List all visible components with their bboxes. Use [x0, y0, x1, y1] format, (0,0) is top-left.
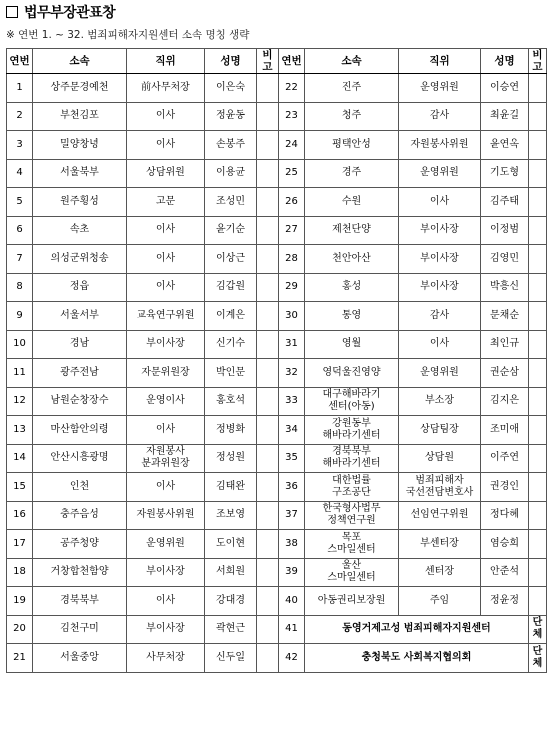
- cell-org: 천안아산: [305, 245, 399, 274]
- cell-seq: 21: [7, 644, 33, 673]
- cell-name: 홍호석: [205, 387, 257, 416]
- cell-name: 곽현근: [205, 615, 257, 644]
- cell-seq: 20: [7, 615, 33, 644]
- page-title: 법무부장관표창: [24, 5, 116, 21]
- cell-name: 이계은: [205, 302, 257, 331]
- cell-org: 부천김포: [33, 102, 127, 131]
- header-remark: 비고: [257, 49, 279, 74]
- cell-name: 조성민: [205, 188, 257, 217]
- cell-org: 안산시흥광명: [33, 444, 127, 473]
- cell-position: 이사: [127, 273, 205, 302]
- cell-seq: 33: [279, 387, 305, 416]
- cell-remark: [529, 216, 547, 245]
- cell-org: 통영: [305, 302, 399, 331]
- cell-org: 제천단양: [305, 216, 399, 245]
- table-row: [7, 102, 547, 131]
- cell-org: 인천: [33, 473, 127, 502]
- header-position: 직위: [399, 49, 481, 74]
- header-org: 소속: [33, 49, 127, 74]
- cell-org: 충주음성: [33, 501, 127, 530]
- cell-seq: 42: [279, 644, 305, 673]
- table-row: [7, 216, 547, 245]
- cell-seq: 32: [279, 359, 305, 388]
- cell-remark: [257, 273, 279, 302]
- cell-name: 박인문: [205, 359, 257, 388]
- cell-name: 이은숙: [205, 74, 257, 103]
- cell-org: 거창합천함양: [33, 558, 127, 587]
- cell-name: 이승연: [481, 74, 529, 103]
- cell-seq: 15: [7, 473, 33, 502]
- cell-seq: 22: [279, 74, 305, 103]
- cell-position: 교육연구위원: [127, 302, 205, 331]
- cell-position: 선임연구위원: [399, 501, 481, 530]
- cell-seq: 14: [7, 444, 33, 473]
- cell-remark: [529, 416, 547, 445]
- cell-org: 아동권리보장원: [305, 587, 399, 616]
- table-row: [7, 302, 547, 331]
- cell-position: 운영위원: [127, 530, 205, 559]
- cell-remark: [529, 501, 547, 530]
- cell-seq: 36: [279, 473, 305, 502]
- cell-position: 고문: [127, 188, 205, 217]
- cell-remark: [529, 159, 547, 188]
- cell-name: 이용균: [205, 159, 257, 188]
- cell-seq: 35: [279, 444, 305, 473]
- cell-seq: 12: [7, 387, 33, 416]
- cell-org: 경남: [33, 330, 127, 359]
- cell-org: 울산 스마일센터: [305, 558, 399, 587]
- cell-seq: 4: [7, 159, 33, 188]
- cell-org: 서울중앙: [33, 644, 127, 673]
- header-org: 소속: [305, 49, 399, 74]
- cell-org: 밀양창녕: [33, 131, 127, 160]
- cell-remark: [257, 188, 279, 217]
- cell-remark: [529, 444, 547, 473]
- checkbox-icon: [6, 6, 18, 18]
- cell-remark: [257, 530, 279, 559]
- cell-position: 이사: [399, 188, 481, 217]
- table-row: [7, 473, 547, 502]
- cell-remark: [257, 330, 279, 359]
- cell-name: 조미애: [481, 416, 529, 445]
- cell-remark: [257, 131, 279, 160]
- cell-position: 자원봉사 분과위원장: [127, 444, 205, 473]
- cell-name: 정성원: [205, 444, 257, 473]
- table-header-row: [7, 49, 547, 74]
- cell-position: 부이사장: [399, 245, 481, 274]
- cell-org: 상주문경예천: [33, 74, 127, 103]
- cell-org: 영월: [305, 330, 399, 359]
- header-name: 성명: [481, 49, 529, 74]
- cell-name: 김갑원: [205, 273, 257, 302]
- cell-seq: 16: [7, 501, 33, 530]
- cell-position: 감사: [399, 102, 481, 131]
- cell-position: 이사: [399, 330, 481, 359]
- cell-remark: [257, 558, 279, 587]
- cell-position: 주임: [399, 587, 481, 616]
- cell-org: 공주청양: [33, 530, 127, 559]
- table-row: [7, 131, 547, 160]
- table-row: [7, 188, 547, 217]
- cell-name: 신기수: [205, 330, 257, 359]
- cell-remark: [529, 188, 547, 217]
- cell-org: 서울북부: [33, 159, 127, 188]
- cell-org: 속초: [33, 216, 127, 245]
- cell-org: 마산함안의령: [33, 416, 127, 445]
- cell-seq: 17: [7, 530, 33, 559]
- cell-name: 김주태: [481, 188, 529, 217]
- cell-seq: 26: [279, 188, 305, 217]
- cell-seq: 5: [7, 188, 33, 217]
- cell-remark: [529, 587, 547, 616]
- cell-remark: [257, 501, 279, 530]
- cell-org: 원주횡성: [33, 188, 127, 217]
- cell-position: 센터장: [399, 558, 481, 587]
- cell-remark: [257, 587, 279, 616]
- cell-seq: 24: [279, 131, 305, 160]
- cell-seq: 37: [279, 501, 305, 530]
- cell-position: 감사: [399, 302, 481, 331]
- cell-name: 김지은: [481, 387, 529, 416]
- cell-position: 범죄피해자 국선전담변호사: [399, 473, 481, 502]
- cell-org: 경북북부: [33, 587, 127, 616]
- cell-remark: [529, 245, 547, 274]
- cell-org: 동영거제고성 범죄피해자지원센터: [305, 615, 529, 644]
- cell-seq: 11: [7, 359, 33, 388]
- cell-org: 한국형사법무 정책연구원: [305, 501, 399, 530]
- cell-org: 홍성: [305, 273, 399, 302]
- cell-position: 이사: [127, 131, 205, 160]
- cell-org: 광주전남: [33, 359, 127, 388]
- cell-name: 김태완: [205, 473, 257, 502]
- cell-name: 박흥신: [481, 273, 529, 302]
- cell-remark: [529, 330, 547, 359]
- cell-org: 진주: [305, 74, 399, 103]
- cell-seq: 19: [7, 587, 33, 616]
- cell-name: 권경인: [481, 473, 529, 502]
- cell-position: 부이사장: [399, 273, 481, 302]
- table-row: [7, 501, 547, 530]
- table-row: [7, 587, 547, 616]
- cell-org: 남원순창장수: [33, 387, 127, 416]
- cell-remark: [529, 473, 547, 502]
- award-table: [6, 48, 547, 673]
- table-row: [7, 530, 547, 559]
- cell-remark: [529, 530, 547, 559]
- cell-org: 강원동부 해바라기센터: [305, 416, 399, 445]
- cell-position: 부센터장: [399, 530, 481, 559]
- cell-name: 최인규: [481, 330, 529, 359]
- cell-name: 이정범: [481, 216, 529, 245]
- cell-org: 대구해바라기 센터(아동): [305, 387, 399, 416]
- cell-remark: [257, 216, 279, 245]
- table-row: [7, 330, 547, 359]
- cell-position: 부이사장: [127, 558, 205, 587]
- table-row: [7, 273, 547, 302]
- table-row: [7, 615, 547, 644]
- cell-org: 대한법률 구조공단: [305, 473, 399, 502]
- header-remark: 비고: [529, 49, 547, 74]
- cell-name: 정병화: [205, 416, 257, 445]
- cell-remark: [257, 245, 279, 274]
- cell-position: 부소장: [399, 387, 481, 416]
- cell-seq: 25: [279, 159, 305, 188]
- cell-name: 최윤길: [481, 102, 529, 131]
- header-seq: 연번: [7, 49, 33, 74]
- table-row: [7, 74, 547, 103]
- cell-name: 문채순: [481, 302, 529, 331]
- cell-seq: 18: [7, 558, 33, 587]
- cell-org: 의성군위청송: [33, 245, 127, 274]
- cell-name: 강대경: [205, 587, 257, 616]
- cell-org: 정읍: [33, 273, 127, 302]
- cell-position: 운영이사: [127, 387, 205, 416]
- table-row: [7, 416, 547, 445]
- table-row: [7, 444, 547, 473]
- cell-seq: 41: [279, 615, 305, 644]
- cell-position: 이사: [127, 416, 205, 445]
- table-row: [7, 387, 547, 416]
- cell-seq: 23: [279, 102, 305, 131]
- cell-position: 자문위원장: [127, 359, 205, 388]
- header-position: 직위: [127, 49, 205, 74]
- cell-seq: 7: [7, 245, 33, 274]
- cell-remark: [529, 273, 547, 302]
- header-name: 성명: [205, 49, 257, 74]
- cell-seq: 39: [279, 558, 305, 587]
- cell-org: 영덕울진영양: [305, 359, 399, 388]
- cell-seq: 2: [7, 102, 33, 131]
- cell-name: 도이현: [205, 530, 257, 559]
- cell-name: 권순삼: [481, 359, 529, 388]
- cell-seq: 34: [279, 416, 305, 445]
- cell-org: 서울서부: [33, 302, 127, 331]
- cell-position: 이사: [127, 216, 205, 245]
- cell-seq: 8: [7, 273, 33, 302]
- cell-name: 정윤동: [205, 102, 257, 131]
- cell-remark: [257, 615, 279, 644]
- table-row: [7, 644, 547, 673]
- cell-position: 운영위원: [399, 74, 481, 103]
- cell-seq: 10: [7, 330, 33, 359]
- cell-position: 이사: [127, 102, 205, 131]
- cell-position: 사무처장: [127, 644, 205, 673]
- cell-remark: [529, 102, 547, 131]
- cell-position: 상담원: [399, 444, 481, 473]
- cell-seq: 30: [279, 302, 305, 331]
- cell-name: 이상근: [205, 245, 257, 274]
- title-row: [6, 3, 115, 21]
- cell-name: 염승희: [481, 530, 529, 559]
- table-row: [7, 159, 547, 188]
- cell-seq: 1: [7, 74, 33, 103]
- cell-position: 상담위원: [127, 159, 205, 188]
- cell-position: 이사: [127, 473, 205, 502]
- cell-remark: [257, 644, 279, 673]
- cell-name: 윤기순: [205, 216, 257, 245]
- cell-name: 안준석: [481, 558, 529, 587]
- cell-name: 조보영: [205, 501, 257, 530]
- cell-position: 부이사장: [127, 615, 205, 644]
- cell-remark: 단체: [529, 615, 547, 644]
- cell-name: 기도형: [481, 159, 529, 188]
- cell-org: 수원: [305, 188, 399, 217]
- cell-remark: [529, 131, 547, 160]
- cell-org: 충청북도 사회복지협의회: [305, 644, 529, 673]
- cell-position: 자원봉사위원: [399, 131, 481, 160]
- cell-name: 정윤정: [481, 587, 529, 616]
- cell-remark: [257, 102, 279, 131]
- cell-name: 서희원: [205, 558, 257, 587]
- cell-remark: [257, 444, 279, 473]
- cell-org: 경주: [305, 159, 399, 188]
- cell-position: 부이사장: [399, 216, 481, 245]
- cell-seq: 3: [7, 131, 33, 160]
- cell-position: 부이사장: [127, 330, 205, 359]
- cell-position: 이사: [127, 587, 205, 616]
- cell-remark: [257, 159, 279, 188]
- cell-position: 前사무처장: [127, 74, 205, 103]
- cell-position: 운영위원: [399, 359, 481, 388]
- cell-seq: 9: [7, 302, 33, 331]
- cell-seq: 29: [279, 273, 305, 302]
- cell-name: 손봉주: [205, 131, 257, 160]
- cell-seq: 27: [279, 216, 305, 245]
- cell-seq: 28: [279, 245, 305, 274]
- header-seq: 연번: [279, 49, 305, 74]
- cell-remark: [257, 416, 279, 445]
- cell-seq: 31: [279, 330, 305, 359]
- cell-remark: [529, 359, 547, 388]
- cell-remark: [529, 302, 547, 331]
- note: ※ 연번 1. ~ 32. 범죄피해자지원센터 소속 명칭 생략: [6, 29, 250, 41]
- cell-seq: 40: [279, 587, 305, 616]
- cell-org: 평택안성: [305, 131, 399, 160]
- cell-name: 신두일: [205, 644, 257, 673]
- table-row: [7, 359, 547, 388]
- cell-remark: [257, 74, 279, 103]
- cell-seq: 13: [7, 416, 33, 445]
- cell-remark: [529, 387, 547, 416]
- cell-position: 자원봉사위원: [127, 501, 205, 530]
- cell-seq: 6: [7, 216, 33, 245]
- cell-position: 운영위원: [399, 159, 481, 188]
- cell-remark: [529, 558, 547, 587]
- cell-remark: [257, 387, 279, 416]
- cell-name: 이주연: [481, 444, 529, 473]
- cell-remark: [529, 74, 547, 103]
- cell-org: 청주: [305, 102, 399, 131]
- table-row: [7, 558, 547, 587]
- cell-seq: 38: [279, 530, 305, 559]
- cell-org: 김천구미: [33, 615, 127, 644]
- cell-remark: [257, 359, 279, 388]
- cell-remark: [257, 473, 279, 502]
- cell-remark: 단체: [529, 644, 547, 673]
- cell-position: 상담팀장: [399, 416, 481, 445]
- cell-name: 정다혜: [481, 501, 529, 530]
- cell-name: 윤연옥: [481, 131, 529, 160]
- cell-org: 경북북부 해바라기센터: [305, 444, 399, 473]
- cell-position: 이사: [127, 245, 205, 274]
- cell-org: 목포 스마일센터: [305, 530, 399, 559]
- cell-name: 김영민: [481, 245, 529, 274]
- cell-remark: [257, 302, 279, 331]
- table-row: [7, 245, 547, 274]
